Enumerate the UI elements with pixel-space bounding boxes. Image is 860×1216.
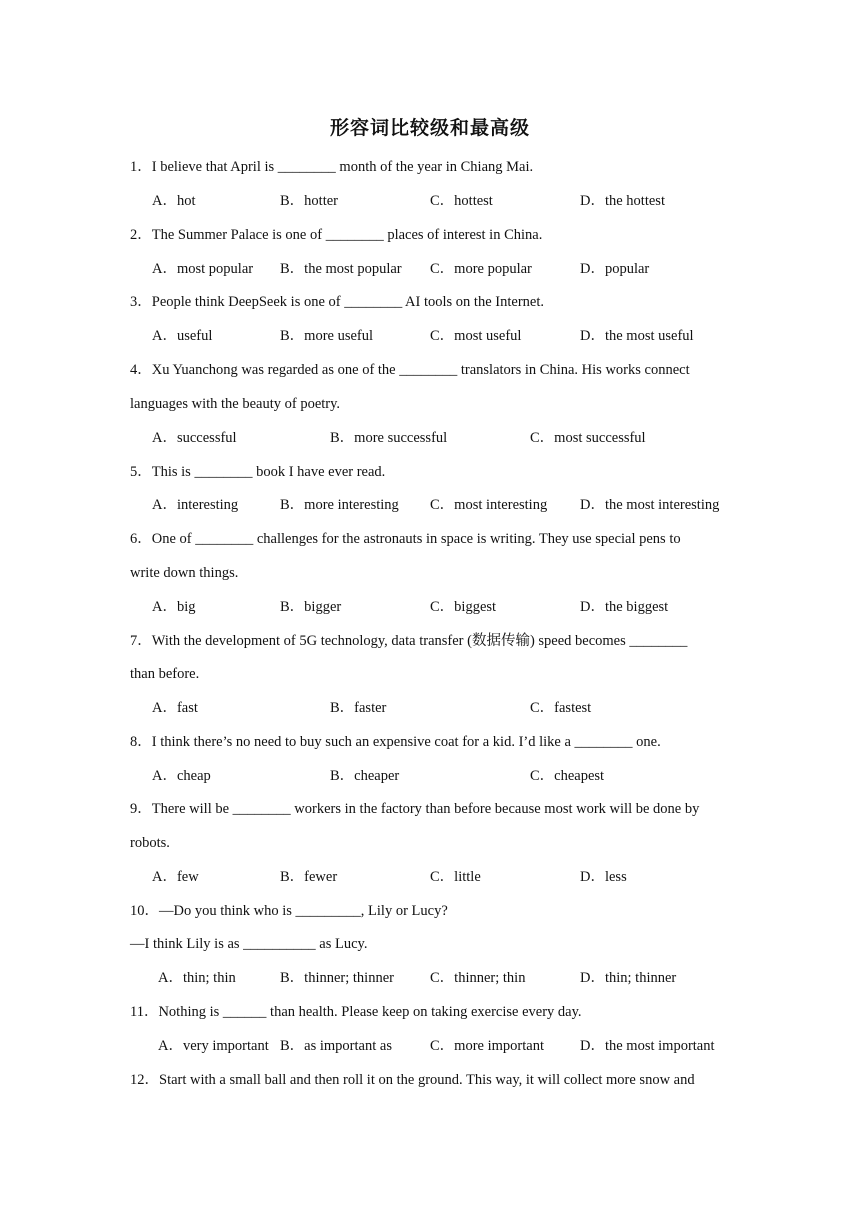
question-7-option-c: C．fastest (530, 700, 592, 716)
page-title: 形容词比较级和最高级 (329, 118, 530, 139)
question-4-option-a: A．successful (152, 430, 237, 446)
question-10-text: 10．—Do you think who is _________, Lily or Lucy? (130, 903, 448, 919)
question-7-text: 7．With the development of 5G technology, data transfer (数据传输) speed becomes ________ (130, 633, 688, 649)
question-9-option-a: A．few (152, 869, 199, 885)
question-3-option-b: B．more useful (280, 328, 374, 344)
question-7-option-b: B．faster (330, 700, 387, 716)
question-10-option-a: A．thin; thin (158, 970, 236, 986)
question-1-option-d: D．the hottest (580, 193, 665, 209)
question-11-option-d: D．the most important (580, 1038, 715, 1054)
question-1-option-c: C．hottest (430, 193, 493, 209)
question-7-text-cont: than before. (130, 666, 200, 682)
question-3-text: 3．People think DeepSeek is one of ________ AI tools on the Internet. (130, 294, 544, 310)
question-5-option-c: C．most interesting (430, 497, 548, 513)
question-2-option-c: C．more popular (430, 261, 532, 277)
question-3-option-a: A．useful (152, 328, 213, 344)
question-4-text-cont: languages with the beauty of poetry. (130, 396, 341, 412)
question-11-text: 11．Nothing is ______ than health. Please keep on taking exercise every day. (130, 1004, 582, 1020)
question-10-text-cont: —I think Lily is as __________ as Lucy. (130, 936, 368, 952)
question-2-text: 2．The Summer Palace is one of ________ places of interest in China. (130, 227, 543, 243)
question-3-option-d: D．the most useful (580, 328, 694, 344)
question-2-option-b: B．the most popular (280, 261, 402, 277)
question-6-option-c: C．biggest (430, 599, 497, 615)
question-2-option-d: D．popular (580, 261, 650, 277)
question-11-option-c: C．more important (430, 1038, 544, 1054)
question-12-text: 12．Start with a small ball and then roll it on the ground. This way, it will collect more snow and (130, 1072, 695, 1088)
question-9-option-c: C．little (430, 869, 481, 885)
question-8-option-b: B．cheaper (330, 768, 400, 784)
question-4-option-b: B．more successful (330, 430, 448, 446)
question-8-text: 8．I think there’s no need to buy such an expensive coat for a kid. I’d like a ________ one. (130, 734, 661, 750)
question-11-option-a: A．very important (158, 1038, 269, 1054)
question-6-text-cont: write down things. (130, 565, 239, 581)
question-2-option-a: A．most popular (152, 261, 254, 277)
question-6-option-d: D．the biggest (580, 599, 669, 615)
question-5-text: 5．This is ________ book I have ever read. (130, 464, 386, 480)
question-5-option-d: D．the most interesting (580, 497, 720, 513)
question-10-option-d: D．thin; thinner (580, 970, 677, 986)
question-6-text: 6．One of ________ challenges for the astronauts in space is writing. They use special pens to (130, 531, 681, 547)
question-11-option-b: B．as important as (280, 1038, 392, 1054)
question-10-option-c: C．thinner; thin (430, 970, 526, 986)
question-5-option-a: A．interesting (152, 497, 239, 513)
question-9-option-d: D．less (580, 869, 627, 885)
question-10-option-b: B．thinner; thinner (280, 970, 394, 986)
question-8-option-a: A．cheap (152, 768, 211, 784)
question-9-option-b: B．fewer (280, 869, 338, 885)
question-3-option-c: C．most useful (430, 328, 522, 344)
question-1-option-a: A．hot (152, 193, 196, 209)
question-4-text: 4．Xu Yuanchong was regarded as one of the ________ translators in China. His works connect (130, 362, 690, 378)
question-9-text-cont: robots. (130, 835, 170, 851)
question-8-option-c: C．cheapest (530, 768, 605, 784)
question-9-text: 9．There will be ________ workers in the factory than before because most work will be done by (130, 801, 700, 817)
question-5-option-b: B．more interesting (280, 497, 399, 513)
question-6-option-a: A．big (152, 599, 196, 615)
question-1-option-b: B．hotter (280, 193, 338, 209)
question-6-option-b: B．bigger (280, 599, 342, 615)
question-7-option-a: A．fast (152, 700, 198, 716)
question-4-option-c: C．most successful (530, 430, 646, 446)
question-1-text: 1．I believe that April is ________ month of the year in Chiang Mai. (130, 159, 534, 175)
